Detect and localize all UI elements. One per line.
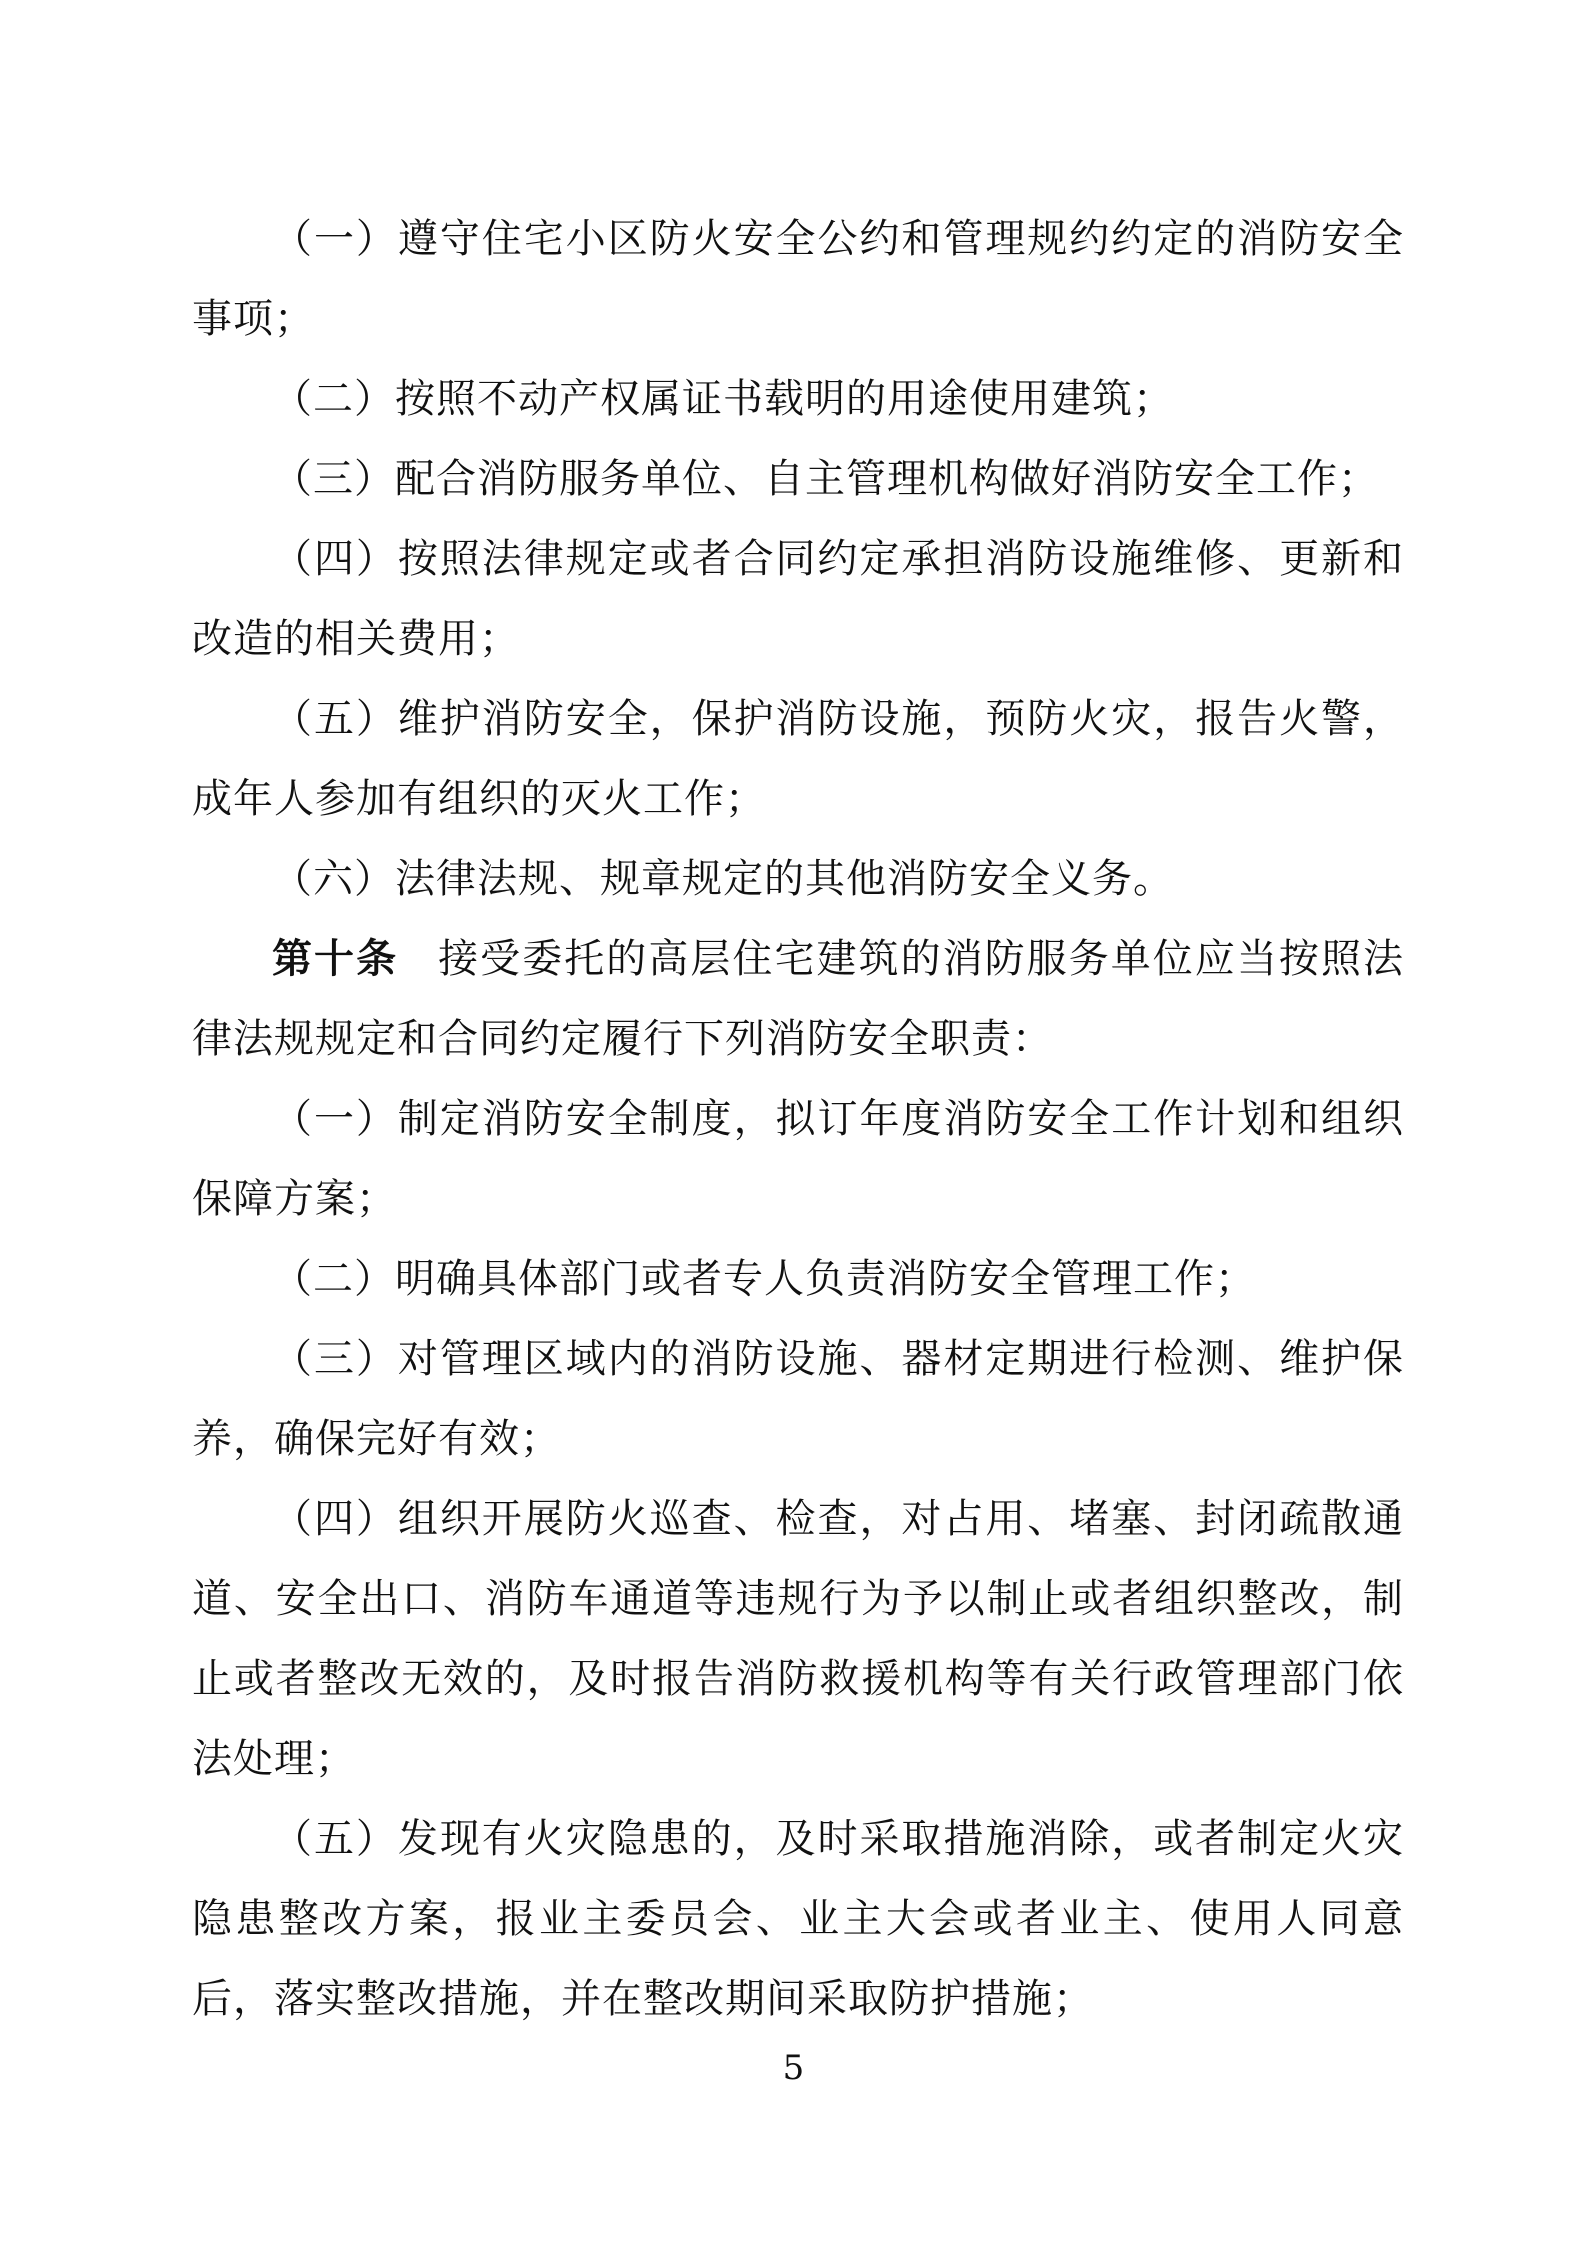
article-heading: 第十条 (272, 936, 399, 982)
paragraph (192, 359, 1404, 439)
paragraph-text: （二）明确具体部门或者专人负责消防安全管理工作； (272, 1256, 1256, 1302)
paragraph-text: 接受委托的高层住宅建筑的消防服务单位应当按照法律法规规定和合同约定履行下列消防安全职责： (192, 936, 1405, 1062)
paragraph-text: （三）配合消防服务单位、自主管理机构做好消防安全工作； (272, 456, 1379, 502)
paragraph (192, 1239, 1404, 1319)
paragraph-text: （一）制定消防安全制度，拟订年度消防安全工作计划和组织保障方案； (192, 1096, 1404, 1222)
paragraph (192, 1799, 1404, 2039)
document-body (192, 199, 1404, 2039)
paragraph-text: （五）发现有火灾隐患的，及时采取措施消除，或者制定火灾隐患整改方案，报业主委员会、业主大会或者业主、使用人同意后，落实整改措施，并在整改期间采取防护措施； (192, 1816, 1404, 2022)
paragraph (192, 679, 1404, 839)
paragraph (192, 1319, 1404, 1479)
paragraph-text: （三）对管理区域内的消防设施、器材定期进行检测、维护保养，确保完好有效； (192, 1336, 1404, 1462)
paragraph-text: （二）按照不动产权属证书载明的用途使用建筑； (272, 376, 1174, 422)
paragraph-text: （六）法律法规、规章规定的其他消防安全义务。 (272, 856, 1174, 902)
paragraph (192, 439, 1404, 519)
paragraph-text: （五）维护消防安全，保护消防设施，预防火灾，报告火警，成年人参加有组织的灭火工作； (192, 696, 1404, 822)
paragraph-text: （四）组织开展防火巡查、检查，对占用、堵塞、封闭疏散通道、安全出口、消防车通道等违规行为予以制止或者组织整改，制止或者整改无效的，及时报告消防救援机构等有关行政管理部门依法处理； (192, 1496, 1404, 1782)
paragraph (192, 199, 1404, 359)
paragraph (192, 1079, 1404, 1239)
article-paragraph (192, 919, 1404, 1079)
paragraph-text: （四）按照法律规定或者合同约定承担消防设施维修、更新和改造的相关费用； (192, 536, 1404, 662)
paragraph-text: （一）遵守住宅小区防火安全公约和管理规约约定的消防安全事项； (192, 216, 1404, 342)
page-number: 5 (782, 2048, 805, 2088)
paragraph (192, 519, 1404, 679)
paragraph (192, 839, 1404, 919)
paragraph (192, 1479, 1404, 1799)
